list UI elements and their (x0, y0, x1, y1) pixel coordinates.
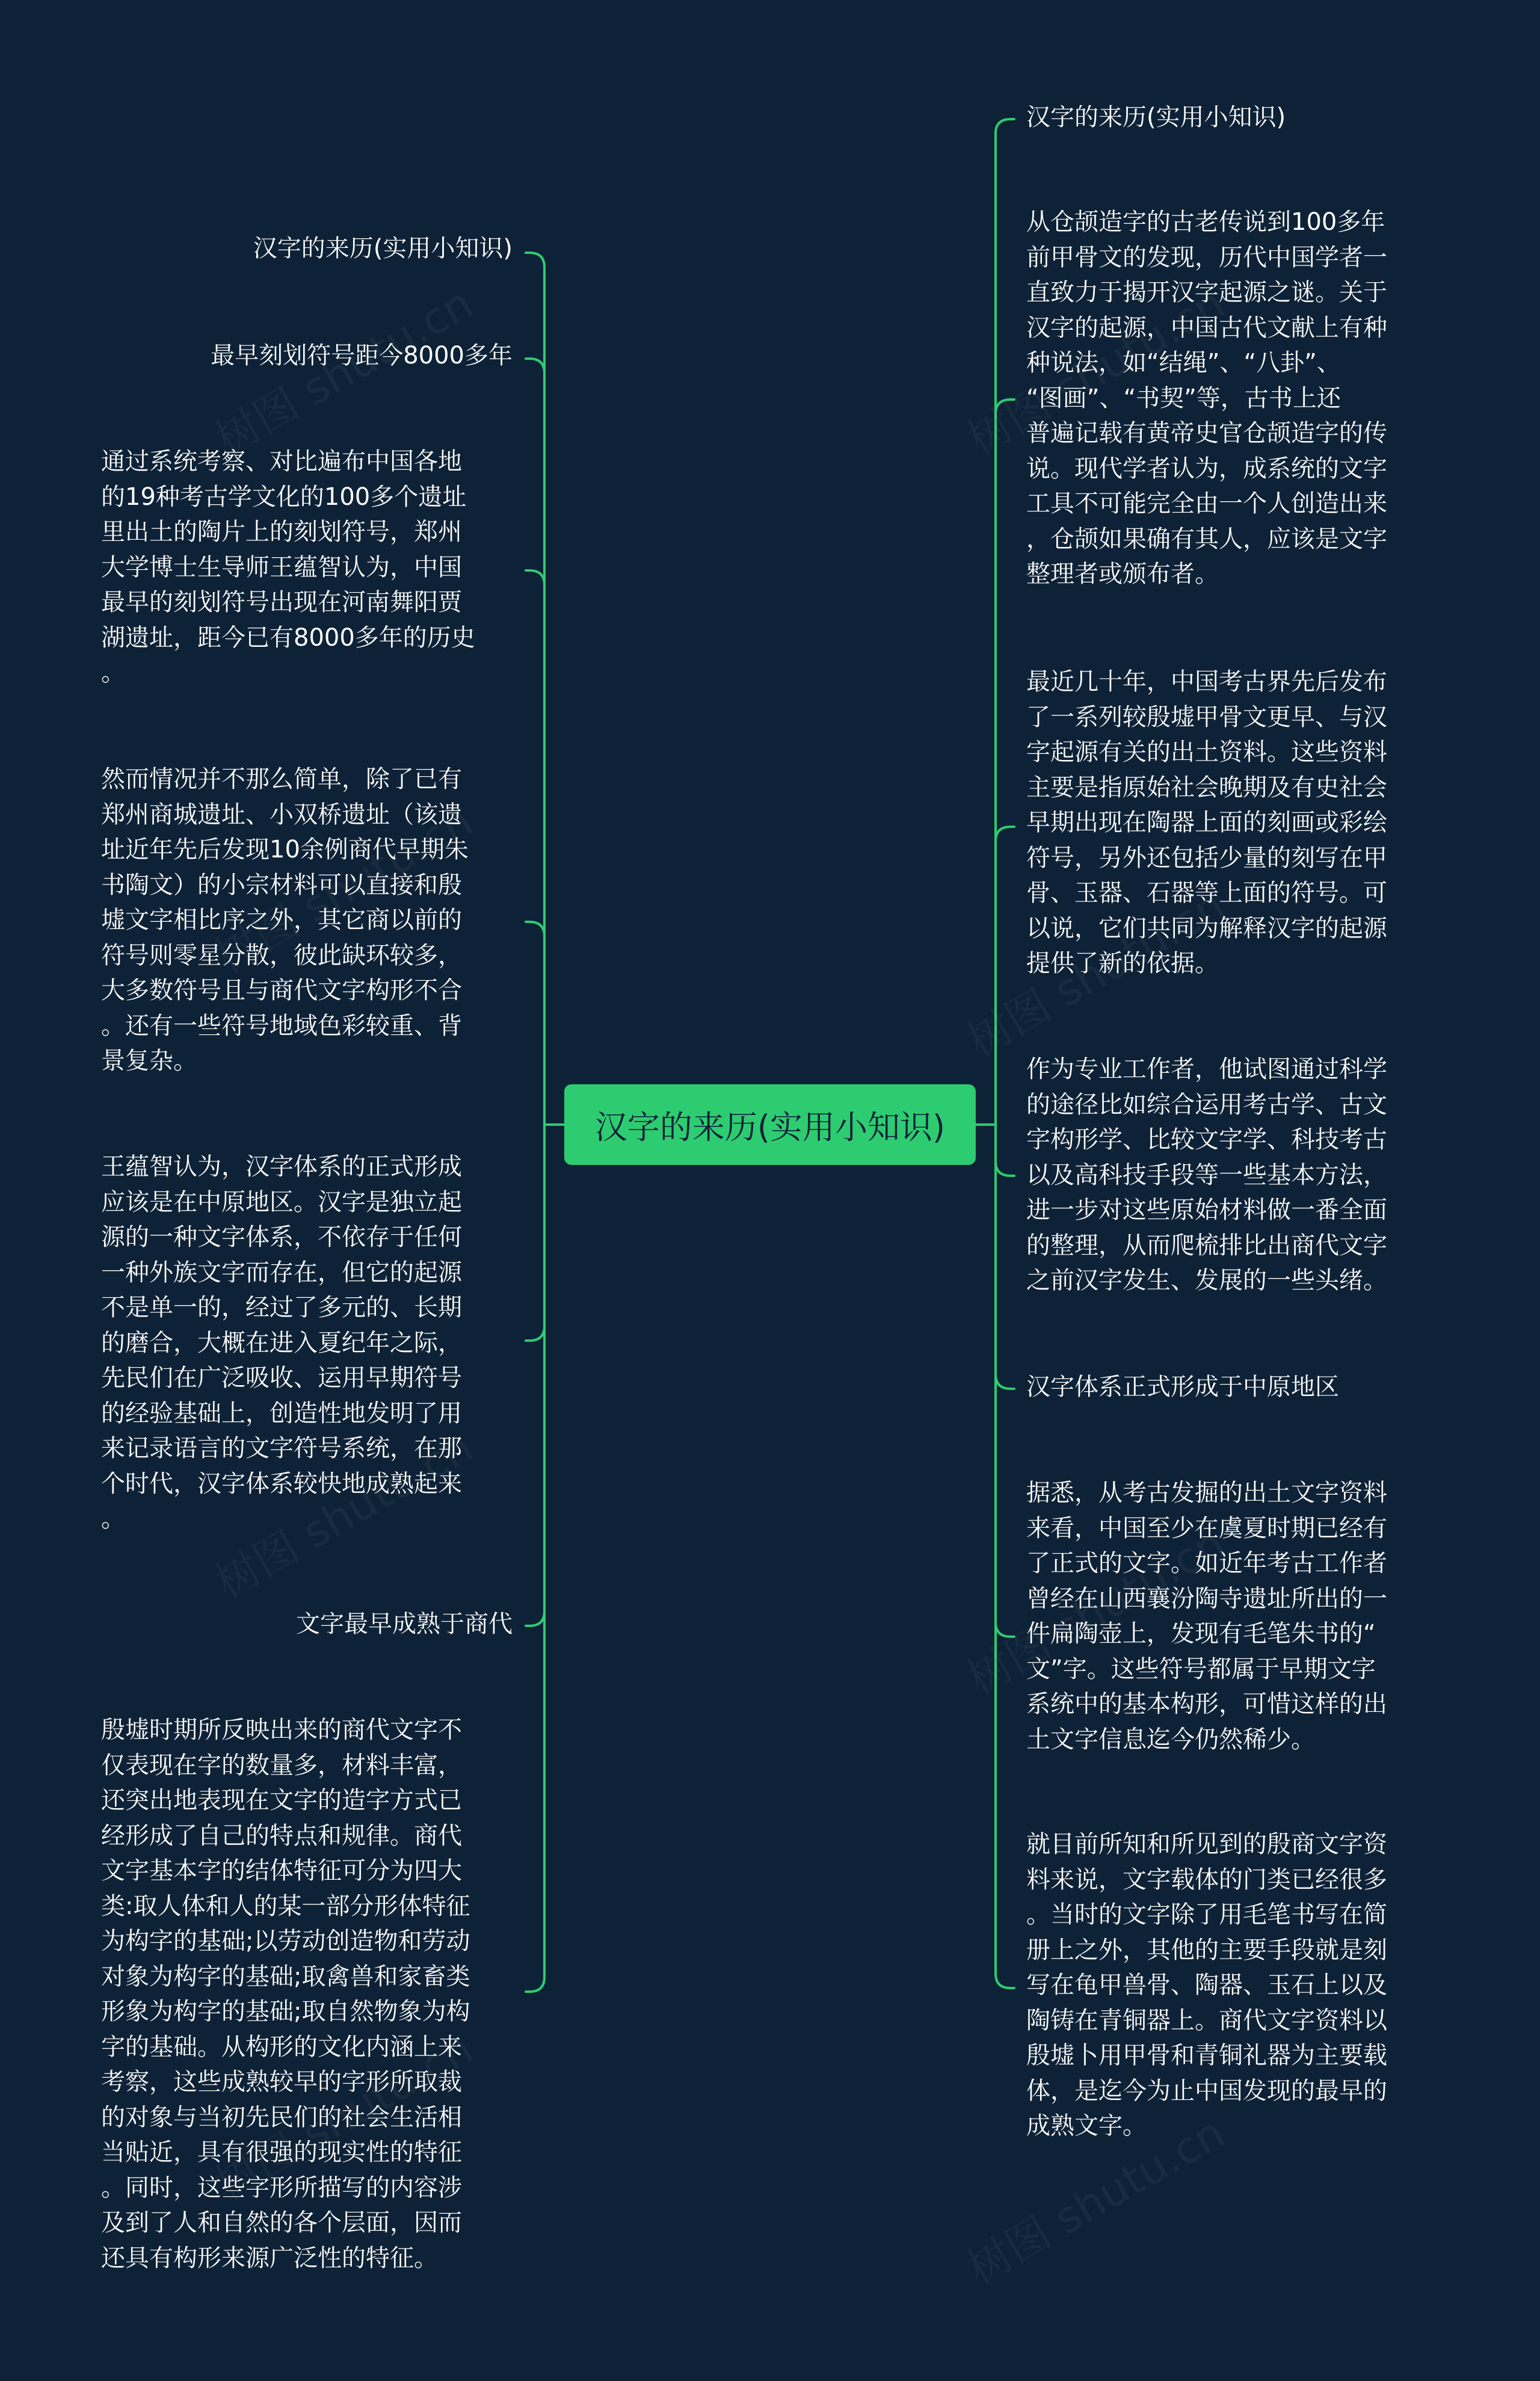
left-node-paragraph-2[interactable]: 然而情况并不那么简单，除了已有 郑州商城遗址、小双桥遗址（该遗 址近年先后发现10余例商代早期朱 书陶文）的小宗材料可以直接和殷 墟文字相比序之外，其它商以前的 符号则零星分散，彼此缺环较多， 大多数符号且与商代文字构形不合 。还有一些符号地域色彩较重、背 景复杂。 (101, 765, 469, 1075)
left-node-heading-shang[interactable]: 文字最早成熟于商代 (296, 1610, 513, 1638)
left-branch-6 (529, 1977, 544, 1992)
right-node-heading-central[interactable]: 汉字体系正式形成于中原地区 (1026, 1373, 1339, 1401)
left-node-title[interactable]: 汉字的来历(实用小知识) (253, 235, 513, 262)
right-node-paragraph-1[interactable]: 从仓颉造字的古老传说到100多年 前甲骨文的发现，历代中国学者一 直致力于揭开汉字起源之谜。关于 汉字的起源，中国古代文献上有种 种说法，如“结绳”、“八卦”、 “图画”、“书契”等，古书上还 普遍记载有黄帝史官仓颉造字的传 说。现代学者认为，成系统的文字 工具不可能完全由一个人创造出来 ，仓颉如果确有其人，应该是文字 整理者或颁布者。 (1026, 208, 1387, 588)
right-node-paragraph-3[interactable]: 作为专业工作者，他试图通过科学 的途径比如综合运用考古学、古文 字构形学、比较文字学、科技考古 以及高科技手段等一些基本方法， 进一步对这些原始材料做一番全面 的整理，从而爬梳排比出商代文字 之前汉字发生、发展的一些头绪。 (1026, 1055, 1387, 1294)
left-node-paragraph-4[interactable]: 殷墟时期所反映出来的商代文字不 仅表现在字的数量多，材料丰富， 还突出地表现在文字的造字方式已 经形成了自己的特点和规律。商代 文字基本字的结体特征可分为四大 类:取人体和人的某一部分形体特征 为构字的基础;以劳动创造物和劳动 对象为构字的基础;取禽兽和家畜类 形象为构字的基础;取自然物象为构 字的基础。从构形的文化内涵上来 考察，这些成熟较早的字形所取裁 的对象与当初先民们的社会生活相 当贴近，具有很强的现实性的特征 。同时，这些字形所描写的内容涉 及到了人和自然的各个层面，因而 还具有构形来源广泛性的特征。 (101, 1716, 470, 2272)
left-branch-4 (529, 1326, 544, 1341)
right-branch-0 (996, 119, 1011, 134)
left-node-heading-8000[interactable]: 最早刻划符号距今8000多年 (211, 342, 513, 369)
left-branch-2 (529, 570, 544, 585)
right-node-title[interactable]: 汉字的来历(实用小知识) (1026, 103, 1286, 131)
left-node-paragraph-1[interactable]: 通过系统考察、对比遍布中国各地 的19种考古学文化的100多个遗址 里出土的陶片上的刻划符号，郑州 大学博士生导师王蕴智认为，中国 最早的刻划符号出现在河南舞阳贾 湖遗址，距今已有8000多年的历史 。 (101, 448, 475, 687)
left-branch-0 (529, 253, 544, 267)
left-branch-1 (529, 359, 544, 373)
root-node[interactable] (564, 1084, 976, 1165)
right-node-paragraph-5[interactable]: 就目前所知和所见到的殷商文字资 料来说，文字载体的门类已经很多 。当时的文字除了用毛笔书写在简 册上之外，其他的主要手段就是刻 写在龟甲兽骨、陶器、玉石上以及 陶铸在青铜器上。商代文字资料以 殷墟卜用甲骨和青铜礼器为主要载 体，是迄今为止中国发现的最早的 成熟文字。 (1026, 1830, 1387, 2140)
left-branch-3 (529, 922, 544, 936)
right-node-paragraph-4[interactable]: 据悉，从考古发掘的出土文字资料 来看，中国至少在虞夏时期已经有 了正式的文字。如近年考古工作者 曾经在山西襄汾陶寺遗址所出的一 件扁陶壶上，发现有毛笔朱书的“ 文”字。这些符号都属于早期文字 系统中的基本构形，可惜这样的出 土文字信息迄今仍然稀少。 (1026, 1479, 1387, 1753)
right-branch-4 (996, 1374, 1011, 1389)
right-branch-6 (996, 1974, 1011, 1988)
root-label: 汉字的来历(实用小知识) (594, 1108, 946, 1146)
left-branch-5 (529, 1611, 544, 1626)
left-node-paragraph-3[interactable]: 王蕴智认为，汉字体系的正式形成 应该是在中原地区。汉字是独立起 源的一种文字体系，不依存于任何 一种外族文字而存在，但它的起源 不是单一的，经过了多元的、长期 的磨合，大概在进入夏纪年之际， 先民们在广泛吸收、运用早期符号 的经验基础上，创造性地发明了用 来记录语言的文字符号系统，在那 个时代，汉字体系较快地成熟起来 。 (101, 1153, 462, 1533)
right-node-paragraph-2[interactable]: 最近几十年，中国考古界先后发布 了一系列较殷墟甲骨文更早、与汉 字起源有关的出土资料。这些资料 主要是指原始社会晚期及有史社会 早期出现在陶器上面的刻画或彩绘 符号，另外还包括少量的刻写在甲 骨、玉器、石器等上面的符号。可 以说，它们共同为解释汉字的起源 提供了新的依据。 (1026, 668, 1387, 977)
right-branch-2 (996, 827, 1011, 841)
right-branch-3 (996, 1161, 1011, 1176)
